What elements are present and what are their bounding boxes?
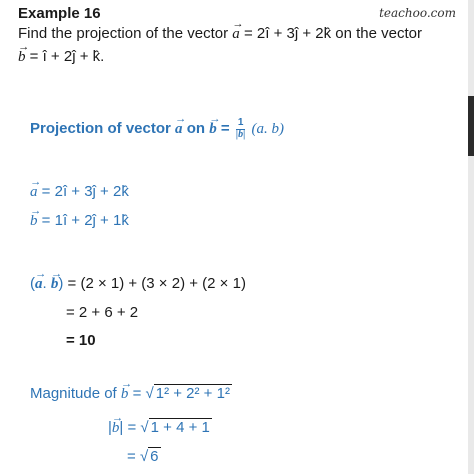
scrollbar-thumb[interactable] bbox=[468, 96, 474, 156]
vector-b-definition: = î + 2ĵ + k̂. bbox=[29, 48, 105, 65]
vector-b-expression: = 1î + 2ĵ + 1k̂ bbox=[41, 212, 129, 229]
question-text: Find the projection of the vector bbox=[18, 25, 233, 42]
abs-b: |→ b| bbox=[108, 419, 123, 436]
vector-a-symbol: → a bbox=[232, 26, 240, 43]
vector-a-symbol: → a bbox=[30, 184, 38, 201]
vector-b-line bbox=[30, 212, 129, 230]
vector-a-line bbox=[30, 183, 129, 201]
sqrt-expression-3: √ 6 bbox=[139, 448, 159, 465]
vector-b-symbol: → b bbox=[30, 213, 38, 230]
vector-a-definition: = 2î + 3ĵ + 2k̂ bbox=[243, 25, 332, 42]
magnitude-equals-3: = bbox=[127, 448, 136, 465]
magnitude-line-2 bbox=[108, 419, 212, 437]
formula-vector-b: → b bbox=[209, 121, 217, 138]
magnitude-label: Magnitude of bbox=[30, 385, 117, 402]
question-text-tail: on the vector bbox=[331, 25, 423, 42]
dot-product-result: = 10 bbox=[66, 332, 96, 349]
formula-on: on bbox=[186, 119, 206, 137]
magnitude-equals: = bbox=[132, 385, 142, 402]
sqrt-expression-2: √ 1 + 4 + 1 bbox=[140, 419, 210, 436]
fraction-numerator: 1 bbox=[237, 117, 244, 128]
vertical-scrollbar[interactable] bbox=[468, 0, 474, 474]
magnitude-line-3 bbox=[127, 448, 161, 465]
sqrt-expression-1: √ 1² + 2² + 1² bbox=[145, 385, 230, 402]
question-line-2 bbox=[18, 48, 104, 66]
dot-product-symbol: (→ a. → b) bbox=[30, 275, 63, 292]
formula-vector-a: → a bbox=[175, 121, 183, 138]
magnitude-equals-2: = bbox=[127, 419, 137, 436]
formula-dot-product: (a. b) bbox=[251, 120, 285, 137]
magnitude-line-1 bbox=[30, 385, 232, 403]
dot-product-line-2: = 2 + 6 + 2 bbox=[66, 304, 139, 321]
vector-b-symbol: → b bbox=[18, 49, 26, 66]
formula-equals: = bbox=[220, 119, 230, 137]
dot-product-line-1 bbox=[30, 275, 246, 293]
watermark: teachoo.com bbox=[379, 6, 456, 20]
fraction-denominator: |b| bbox=[235, 128, 246, 140]
formula-label: Projection of vector bbox=[30, 119, 171, 137]
dot-product-expansion: = (2 × 1) + (3 × 2) + (2 × 1) bbox=[67, 275, 246, 292]
magnitude-vector-b: → b bbox=[121, 386, 129, 403]
projection-formula bbox=[30, 118, 284, 140]
question-line-1 bbox=[18, 25, 422, 43]
formula-fraction bbox=[236, 118, 246, 140]
example-title: Example 16 bbox=[18, 5, 101, 22]
vector-a-expression: = 2î + 3ĵ + 2k̂ bbox=[41, 183, 129, 200]
